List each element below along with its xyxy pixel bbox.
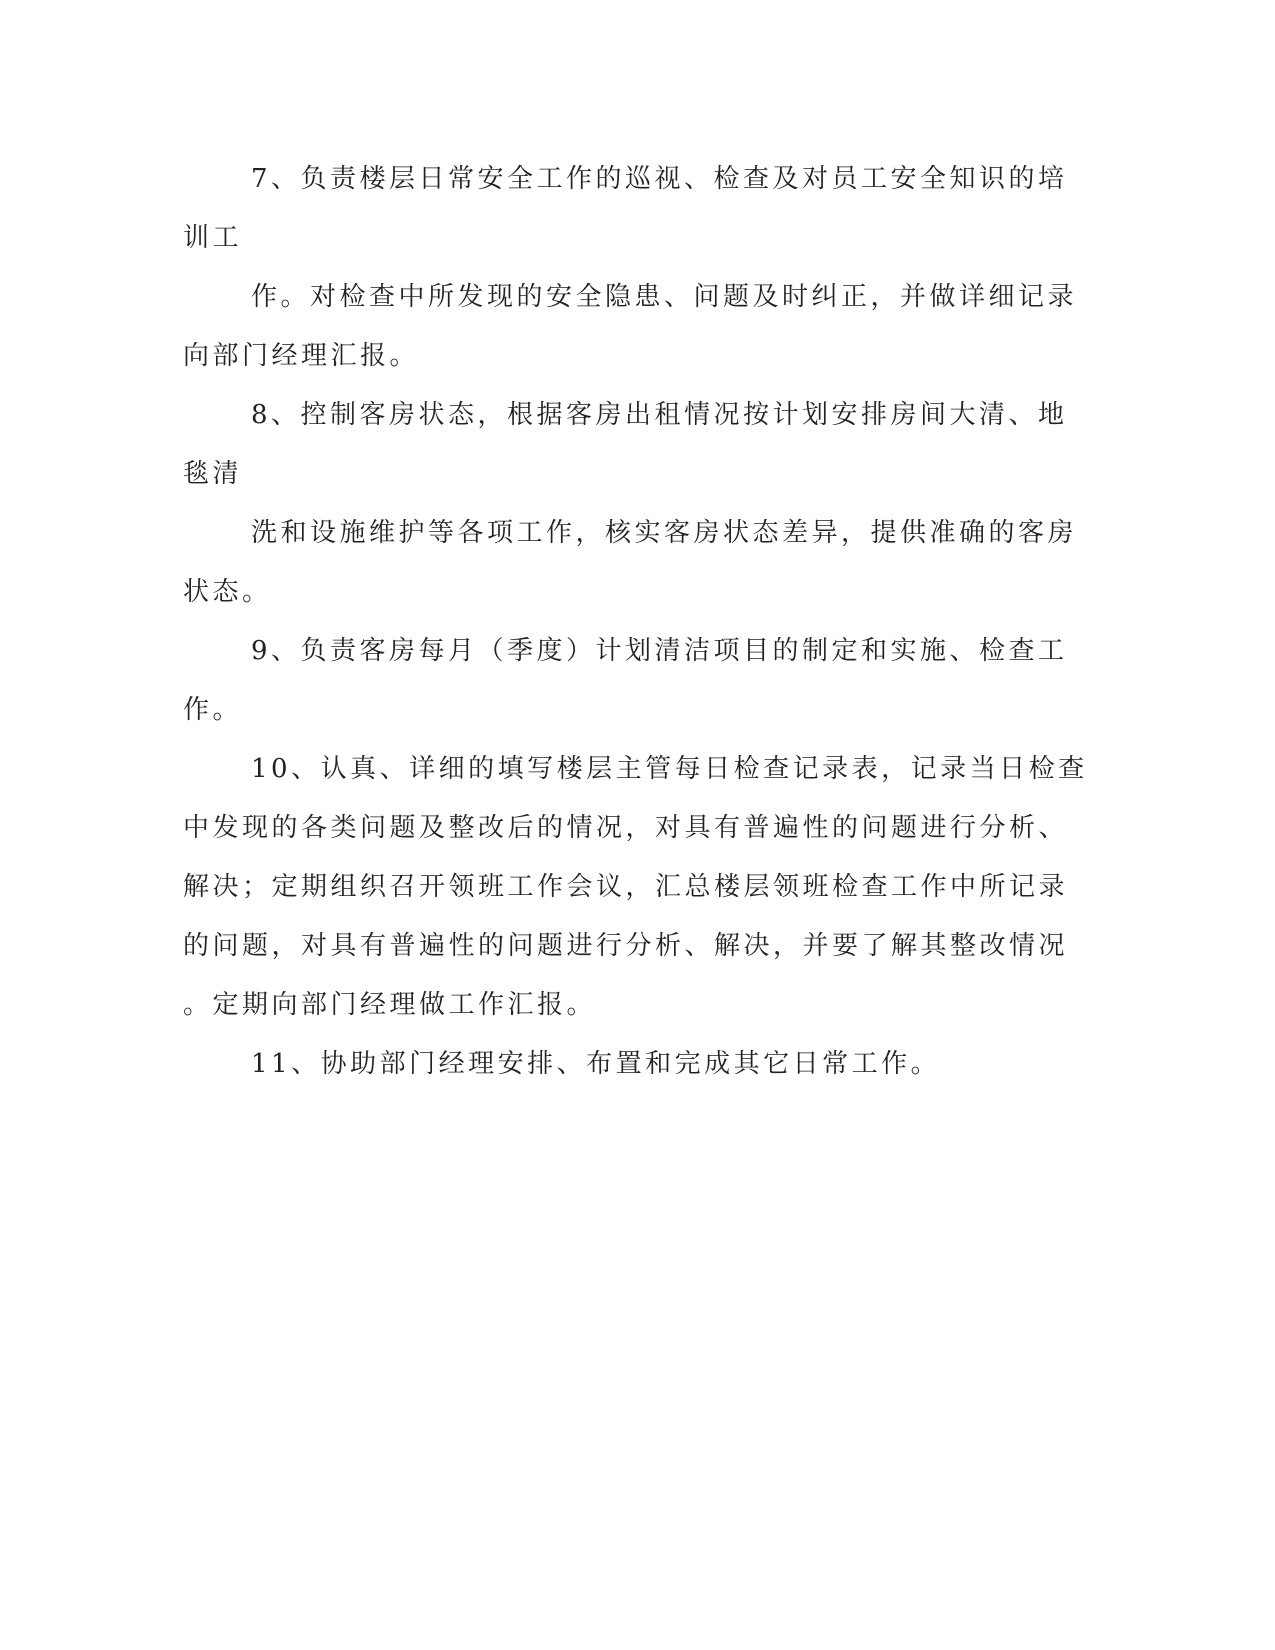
document-body xyxy=(183,150,1088,1094)
text-line: 的问题，对具有普遍性的问题进行分析、解决，并要了解其整改情况 xyxy=(183,931,1069,961)
text-line: 向部门经理汇报。 xyxy=(183,341,420,371)
text-line: 洗和设施维护等各项工作，核实客房状态差异，提供准确的客房 xyxy=(251,518,1078,548)
text-line: 状态。 xyxy=(183,577,272,607)
text-line: 9、负责客房每月（季度）计划清洁项目的制定和实施、检查工 xyxy=(251,636,1068,666)
text-line: 毯清 xyxy=(183,459,243,489)
text-line: 7、负责楼层日常安全工作的巡视、检查及对员工安全知识的培 xyxy=(251,164,1068,194)
text-line: 8、控制客房状态，根据客房出租情况按计划安排房间大清、地 xyxy=(251,400,1068,430)
text-line: 训工 xyxy=(183,223,243,253)
text-line: 解决；定期组织召开领班工作会议，汇总楼层领班检查工作中所记录 xyxy=(183,872,1069,902)
text-line: 10、认真、详细的填写楼层主管每日检查记录表，记录当日检查 xyxy=(251,754,1088,784)
text-line: 中发现的各类问题及整改后的情况，对具有普遍性的问题进行分析、 xyxy=(183,813,1069,843)
text-line: 。定期向部门经理做工作汇报。 xyxy=(183,990,597,1020)
text-line: 11、协助部门经理安排、布置和完成其它日常工作。 xyxy=(251,1049,941,1079)
text-line: 作。 xyxy=(183,695,243,725)
text-line: 作。对检查中所发现的安全隐患、问题及时纠正，并做详细记录 xyxy=(251,282,1078,312)
